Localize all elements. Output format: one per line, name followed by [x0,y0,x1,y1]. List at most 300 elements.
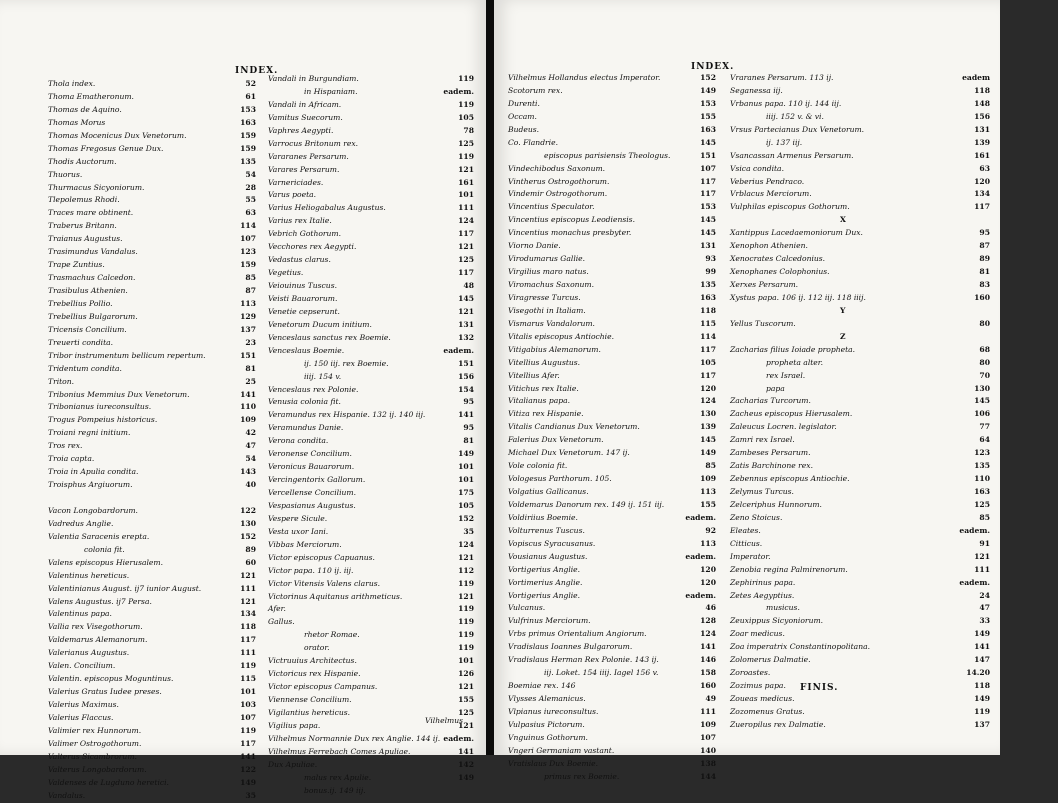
index-entry-term: Zacheus episcopus Hierusalem. [730,409,853,419]
index-entry-term: Vitigabius Alemanorum. [508,344,601,354]
index-entry-term: Vespasianus Augustus. [268,500,356,510]
index-entry [508,357,720,370]
index-entry [48,634,258,647]
index-entry-page: 28 [245,182,256,192]
index-entry-page: 175 [458,488,474,497]
index-entry-page: 141 [240,751,256,761]
index-entry [48,531,258,544]
index-entry-page: 112 [458,565,474,575]
index-entry [268,681,476,694]
index-entry-page: 131 [700,241,716,251]
index-entry [730,706,992,719]
index-entry-page: 149 [240,777,256,787]
index-entry-term: Venusia colonia fit. [268,397,341,407]
index-entry-term: Visegothi in Italiam. [508,305,586,315]
index-entry [508,525,720,538]
index-entry [730,654,992,667]
index-entry [268,694,476,707]
index-entry-term: Valimier rex Hunnorum. [48,725,142,735]
index-entry-term: Vitalis Candianus Dux Venetorum. [508,422,640,432]
index-entry-term: Varares Persarum. [268,164,340,174]
index-entry [508,693,720,706]
index-entry-page: 125 [458,138,474,148]
index-entry-page: eadem. [443,86,474,96]
index-entry [508,85,720,98]
index-entry [48,557,258,570]
index-entry [730,318,992,331]
index-entry [730,615,992,628]
index-entry [268,642,476,655]
index-entry-page: 64 [979,435,990,445]
index-entry [268,474,476,487]
index-entry [508,473,720,486]
index-entry-page: 113 [700,538,716,548]
index-entry-page: 81 [245,363,256,373]
index-entry-page: 131 [974,124,990,134]
index-entry-page: eadem. [443,345,474,355]
index-entry [730,499,992,512]
index-entry-page: 149 [700,448,716,458]
index-entry-page: 142 [458,759,474,769]
index-entry-page: 95 [463,423,474,433]
index-entry-term: Thola index. [48,79,96,88]
index-entry [268,603,476,616]
index-entry [268,591,476,604]
index-entry-term: Trogus Pompeius historicus. [48,415,158,425]
index-entry-term: Thomas Fregosus Genue Dux. [48,143,164,153]
index-entry-page: 105 [458,112,474,122]
index-entry-page: 117 [240,738,256,748]
index-entry-term: Venetorum Ducum initium. [268,319,372,329]
index-entry-page: 25 [245,376,256,386]
index-entry-term: Traberus Britann. [48,221,117,231]
index-entry-page: 68 [979,344,990,354]
index-entry [730,486,992,499]
index-entry-term: Veronense Concilium. [268,449,352,459]
index-entry-term: Vraranes Persarum. 113 ij. [730,73,834,82]
index-entry [268,241,476,254]
index-entry-page: 89 [979,254,990,264]
index-entry [730,201,992,214]
index-entry-page: 99 [705,267,716,277]
index-entry-page: 135 [974,461,990,471]
index-entry-term: Zueropilus rex Dalmatie. [730,719,826,729]
index-entry-term: Vallia rex Visegothorum. [48,622,143,632]
index-entry-term: Vulcanus. [508,603,546,613]
index-entry-page: 160 [700,681,716,691]
index-entry-page: 107 [240,712,256,722]
index-entry-term: Xenophanes Colophonius. [730,267,830,277]
index-entry-term: Zeuxippus Sicyoniorum. [730,616,824,626]
index-entry-page: 89 [245,544,256,554]
index-entry-term: Zoa imperatrix Constantinopolitana. [730,642,871,652]
index-entry-term: Zetes Aegyptius. [730,590,795,600]
index-entry [508,758,720,771]
index-entry [268,202,476,215]
index-entry [48,401,258,414]
index-entry [508,370,720,383]
index-entry-term: Verona condita. [268,436,329,446]
index-entry-term: rex Israel. [766,370,806,380]
index-column-right-b [730,72,992,732]
index-entry [508,499,720,512]
index-entry-page: 117 [458,268,474,278]
index-entry-term: Viennense Concilium. [268,695,352,704]
index-entry [730,512,992,525]
index-entry-page: 47 [979,603,990,613]
index-entry-term: Michael Dux Venetorum. 147 ij. [508,448,630,458]
index-entry [730,98,992,111]
index-entry [508,641,720,654]
index-entry-page: 119 [458,74,474,83]
index-entry-term: Valdemarus Alemanorum. [48,635,148,645]
index-entry-term: Xenocrates Calcedonius. [730,254,826,264]
index-entry-term: Trebellius Pollio. [48,298,113,308]
index-entry-term: Vamitus Suecorum. [268,112,343,122]
index-entry [268,112,476,125]
index-entry [268,99,476,112]
index-entry [508,383,720,396]
index-entry-term: Veiouinus Tuscus. [268,281,337,290]
index-entry-page: 117 [974,202,990,212]
index-entry-page: 145 [700,435,716,445]
index-entry [48,337,258,350]
index-entry-term: Vitiza rex Hispanie. [508,409,584,419]
left-page [0,0,488,800]
index-entry [268,578,476,591]
index-entry-term: Volgatius Gallicanus. [508,487,589,496]
index-entry-term: Valterus Longobardorum. [48,764,147,774]
index-entry-page: 151 [240,350,256,360]
index-entry-page: 153 [240,104,256,114]
index-entry-term: Zozimus papa. [730,681,786,691]
index-entry-page: 40 [245,480,256,490]
index-entry [508,460,720,473]
index-entry-term: Valens Augustus. ij7 Persa. [48,596,152,606]
index-entry-term: musicus. [766,603,800,613]
index-entry [508,421,720,434]
index-entry [48,104,258,117]
index-entry-term: Dux Apuliae. [268,759,318,769]
index-entry-term: iiij. 154 v. [304,371,342,381]
index-entry [268,629,476,642]
page-header-right: INDEX. [691,62,735,72]
index-entry-page: 119 [458,99,474,109]
index-entry [730,564,992,577]
index-entry [730,447,992,460]
index-entry-term: Vortigerius Anglie. [508,590,581,600]
index-entry-term: Budeus. [508,124,540,134]
index-entry-term: Vacon Longobardorum. [48,505,138,515]
index-entry-term: Valimer Ostrogothorum. [48,738,142,748]
index-entry-term: Vercellense Concilium. [268,488,357,497]
index-entry-term: Zenobia regina Palmirenorum. [730,564,848,574]
index-entry-term: Vegetius. [268,268,304,278]
index-entry-page: 93 [705,254,716,264]
index-entry [48,207,258,220]
index-entry-page: 145 [700,228,716,238]
index-entry [268,215,476,228]
index-entry-term: Valerianus Augustus. [48,648,130,658]
index-entry [48,764,258,777]
index-entry [48,143,258,156]
index-entry [508,111,720,124]
index-entry-term: Tribonianus iureconsultus. [48,402,152,412]
index-entry [508,227,720,240]
index-entry [730,641,992,654]
index-entry-page: 119 [458,643,474,653]
index-entry [48,725,258,738]
index-entry-page: eadem. [959,525,990,535]
index-entry-term: in Hispaniam. [304,86,358,96]
index-entry-term: Vole colonia fit. [508,461,568,471]
index-entry-term: Vrbanus papa. 110 ij. 144 iij. [730,98,842,108]
index-entry-term: Y [840,305,846,315]
index-entry-term: propheta alter. [766,357,824,367]
index-entry-page: 63 [245,208,256,218]
index-entry-page: 151 [700,150,716,160]
index-entry-page: 125 [974,499,990,509]
index-entry-term: bonus.ij. 149 iij. [304,785,366,795]
index-entry [730,344,992,357]
index-entry-page: 121 [458,306,474,316]
index-entry-term: Thurmacus Sicyoniorum. [48,182,145,192]
index-entry [730,137,992,150]
index-entry-page: 152 [700,73,716,82]
index-entry-page: 135 [240,156,256,166]
index-entry [508,447,720,460]
index-entry [48,311,258,324]
index-entry-page: 134 [974,189,990,199]
index-entry [508,253,720,266]
index-entry [48,608,258,621]
index-entry-page: 92 [705,525,716,535]
index-entry-term: Vratislaus Dux Boemie. [508,758,599,768]
index-entry-page: 141 [458,746,474,756]
index-entry [268,616,476,629]
index-entry-page: 129 [240,311,256,321]
index-entry [508,615,720,628]
index-entry [48,414,258,427]
index-entry-page: 111 [240,648,256,658]
index-entry [268,358,476,371]
index-entry-page: eadem. [685,512,716,522]
index-entry-page: 117 [240,635,256,645]
index-entry-page: 131 [458,319,474,329]
index-entry-page: 152 [240,531,256,541]
index-entry-term: Victruuius Architectus. [268,656,357,666]
index-entry [508,279,720,292]
index-entry-page: 78 [463,125,474,135]
index-entry-page: 85 [979,512,990,522]
index-entry-page: 121 [240,596,256,606]
index-entry-page: 24 [979,590,990,600]
index-entry-term: Afer. [268,604,286,614]
index-entry-term: Traces mare obtinent. [48,208,134,218]
index-entry [268,138,476,151]
index-entry-term: Victor Vitensis Valens clarus. [268,578,381,588]
index-entry [730,577,992,590]
index-entry-term: Valentin. episcopus Moguntinus. [48,674,174,684]
index-entry [730,383,992,396]
index-entry-page: 113 [700,487,716,496]
index-entry [508,98,720,111]
index-entry [508,201,720,214]
index-entry [48,350,258,363]
index-entry [268,293,476,306]
index-entry-term: Zephirinus papa. [730,577,796,587]
index-entry-page: 42 [245,428,256,438]
index-entry-page: 110 [240,402,256,412]
index-entry-term: colonia fit. [84,544,125,554]
index-entry-page: 115 [700,318,716,328]
index-entry-term: Thomas Mocenicus Dux Venetorum. [48,130,187,140]
index-entry [48,570,258,583]
index-entry-page: 161 [458,177,474,187]
index-entry [730,124,992,137]
index-entry [508,538,720,551]
index-entry-page: 144 [700,771,716,781]
index-entry-term: Veberius Pendraco. [730,176,805,186]
index-entry [508,163,720,176]
index-entry-page: 155 [458,695,474,704]
index-entry-term: Boemiae rex. 146 [508,681,576,691]
index-entry [730,188,992,201]
index-entry-page: 124 [458,216,474,226]
index-entry-term: Vulphilas episcopus Gothorum. [730,202,850,212]
index-entry-page: 61 [245,91,256,101]
index-entry-page: 109 [700,719,716,729]
index-entry-term: Venetie cepserunt. [268,306,340,316]
index-entry-page: 87 [979,241,990,251]
index-entry-page: 110 [974,474,990,484]
index-entry [508,512,720,525]
index-entry-page: eadem. [959,577,990,587]
index-entry [268,151,476,164]
index-entry-term: Volturrenus Tuscus. [508,525,585,535]
index-entry [48,169,258,182]
index-entry [48,324,258,337]
index-entry-term: Vilhelmus Hollandus electus Imperator. [508,73,661,82]
index-entry-page: 163 [240,117,256,127]
index-entry-term: Zaleucus Locren. legislator. [730,422,837,432]
index-entry-page: 119 [458,151,474,161]
index-entry-term: Seganessa iij. [730,85,783,95]
index-entry-page: 137 [974,719,990,729]
index-entry-page: 80 [979,357,990,367]
index-entry-term: Varius rex Italie. [268,216,332,226]
index-entry-page: 101 [458,656,474,666]
index-entry [48,596,258,609]
index-entry-page: 156 [458,371,474,381]
index-entry-term: Valerius Flaccus. [48,712,114,722]
index-entry-term: Durenti. [508,98,540,108]
index-entry-term: ij. 137 iij. [766,137,803,147]
index-entry [730,538,992,551]
index-entry-page: 128 [700,616,716,626]
index-entry-page: 111 [240,583,256,593]
index-entry [48,583,258,596]
index-entry [730,628,992,641]
index-entry-term: Eleates. [730,525,761,535]
index-entry [730,719,992,732]
index-entry [48,272,258,285]
index-entry-term: Victor papa. 110 ij. iij. [268,565,354,575]
index-entry [48,156,258,169]
index-entry [508,137,720,150]
index-entry-page: 160 [974,292,990,302]
index-entry-term: Vlpianus iureconsultus. [508,706,599,716]
index-entry-page: 149 [458,772,474,782]
index-entry-page: 119 [240,661,256,671]
index-entry [48,246,258,259]
index-entry [48,440,258,453]
index-entry [48,220,258,233]
index-entry-term: Vousianus Augustus. [508,551,588,561]
index-entry-page: 119 [458,604,474,614]
index-entry-term: Veramundus rex Hispanie. 132 ij. 140 iij. [268,410,426,420]
index-entry-term: Voldiriius Boemie. [508,512,578,522]
index-entry-term: Zebennus episcopus Antiochie. [730,474,850,484]
index-entry [48,233,258,246]
index-entry-page: 77 [979,422,990,432]
index-entry-term: Co. Flandrie. [508,137,559,147]
index-entry-page: 14.20 [966,668,990,678]
index-entry-term: Thodis Auctorum. [48,156,117,166]
index-entry-page: 149 [974,629,990,639]
index-entry-page: 138 [700,758,716,768]
index-entry-page: 134 [240,609,256,619]
index-entry-page: 156 [974,111,990,121]
index-entry-page: 159 [240,260,256,270]
index-entry-page: 95 [463,397,474,407]
index-entry-page: 145 [458,293,474,303]
index-entry [730,680,992,693]
index-entry [730,525,992,538]
index-entry-page: 117 [700,370,716,380]
index-entry-term: Troiani regni initium. [48,428,131,438]
index-entry [268,435,476,448]
index-entry-page: 48 [463,281,474,290]
index-entry [48,518,258,531]
index-entry-term: Vitellius Augustus. [508,357,581,367]
index-entry [48,738,258,751]
index-entry-term: iij. Loket. 154 iiij. Iagel 156 v. [544,668,659,678]
index-entry [508,214,720,227]
index-entry [508,331,720,344]
index-entry-page: 101 [240,687,256,697]
index-entry-term: Zoar medicus. [730,629,785,639]
index-entry-page: 153 [700,98,716,108]
index-entry [730,357,992,370]
index-entry [268,371,476,384]
index-entry-term: Vrblacus Merciorum. [730,189,812,199]
index-entry-page: 107 [240,234,256,244]
index-entry [268,319,476,332]
index-entry [48,621,258,634]
index-entry [730,150,992,163]
index-entry [48,453,258,466]
index-entry-term: Vitellius Afer. [508,370,560,380]
index-entry [730,292,992,305]
index-entry-term: Zoroastes. [730,668,771,678]
index-entry-page: 137 [240,324,256,334]
index-entry-term: Thoma Ematheronum. [48,91,134,101]
index-entry-term: Vradislaus Herman Rex Polonie. 143 ij. [508,655,659,665]
index-entry-term: Thuorus. [48,169,83,179]
index-entry-term: Varus poeta. [268,190,317,200]
index-entry [730,421,992,434]
